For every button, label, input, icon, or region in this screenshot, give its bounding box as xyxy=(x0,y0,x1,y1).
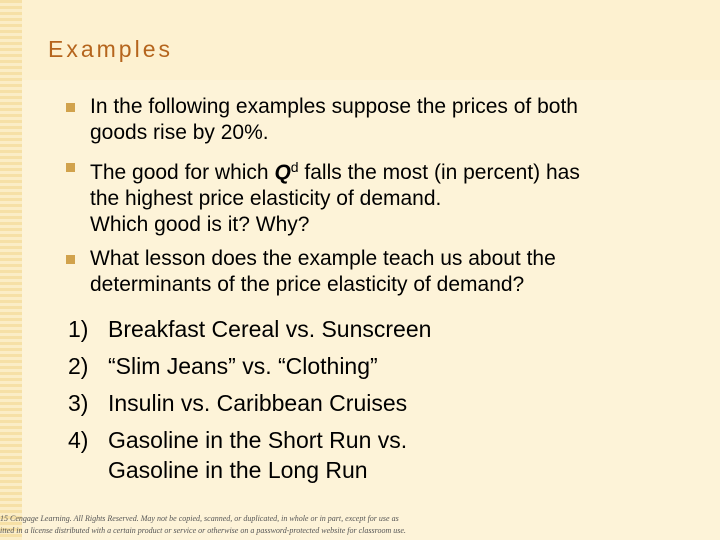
bullet-line: the highest price elasticity of demand. xyxy=(90,187,442,210)
bullet-list xyxy=(62,94,692,306)
footer-line: 15 Cengage Learning. All Rights Reserved. May not be copied, scanned, or duplicated, in whole or in part, except for use as xyxy=(0,514,399,523)
bullet-line xyxy=(90,154,692,186)
bullet-text: falls the most (in percent) has xyxy=(298,161,580,184)
item-number: 2) xyxy=(68,353,89,379)
superscript: d xyxy=(290,159,299,175)
bullet-line: Which good is it? Why? xyxy=(90,213,310,236)
quantity-symbol: Q xyxy=(274,161,291,184)
numbered-list xyxy=(68,314,698,492)
slide-title: Examples xyxy=(48,36,173,62)
bullet-text: The good for which xyxy=(90,161,275,184)
copyright-footer xyxy=(0,513,700,537)
item-text: Gasoline in the Short Run vs. xyxy=(108,427,408,453)
bullet-line: determinants of the price elasticity of demand? xyxy=(90,273,525,296)
numbered-item xyxy=(68,351,698,381)
bullet-item xyxy=(62,94,692,146)
footer-line: itted in a license distributed with a certain product or service or otherwise on a password-protected website for classroom use. xyxy=(0,526,406,535)
item-number: 3) xyxy=(68,390,89,416)
bullet-line: In the following examples suppose the prices of both xyxy=(90,95,578,118)
bullet-item xyxy=(62,154,692,238)
square-bullet-icon xyxy=(66,103,75,112)
item-text: “Slim Jeans” vs. “Clothing” xyxy=(108,353,378,379)
bullet-line: What lesson does the example teach us about the xyxy=(90,247,556,270)
square-bullet-icon xyxy=(66,163,75,172)
bullet-item xyxy=(62,246,692,298)
left-decorative-stripe xyxy=(0,0,22,540)
bullet-line: goods rise by 20%. xyxy=(90,121,269,144)
numbered-item xyxy=(68,314,698,344)
numbered-item xyxy=(68,388,698,418)
item-text: Gasoline in the Long Run xyxy=(108,457,368,483)
item-text: Insulin vs. Caribbean Cruises xyxy=(108,390,408,416)
item-number: 4) xyxy=(68,427,89,453)
item-number: 1) xyxy=(68,316,89,342)
item-text: Breakfast Cereal vs. Sunscreen xyxy=(108,316,432,342)
numbered-item xyxy=(68,425,698,485)
square-bullet-icon xyxy=(66,255,75,264)
